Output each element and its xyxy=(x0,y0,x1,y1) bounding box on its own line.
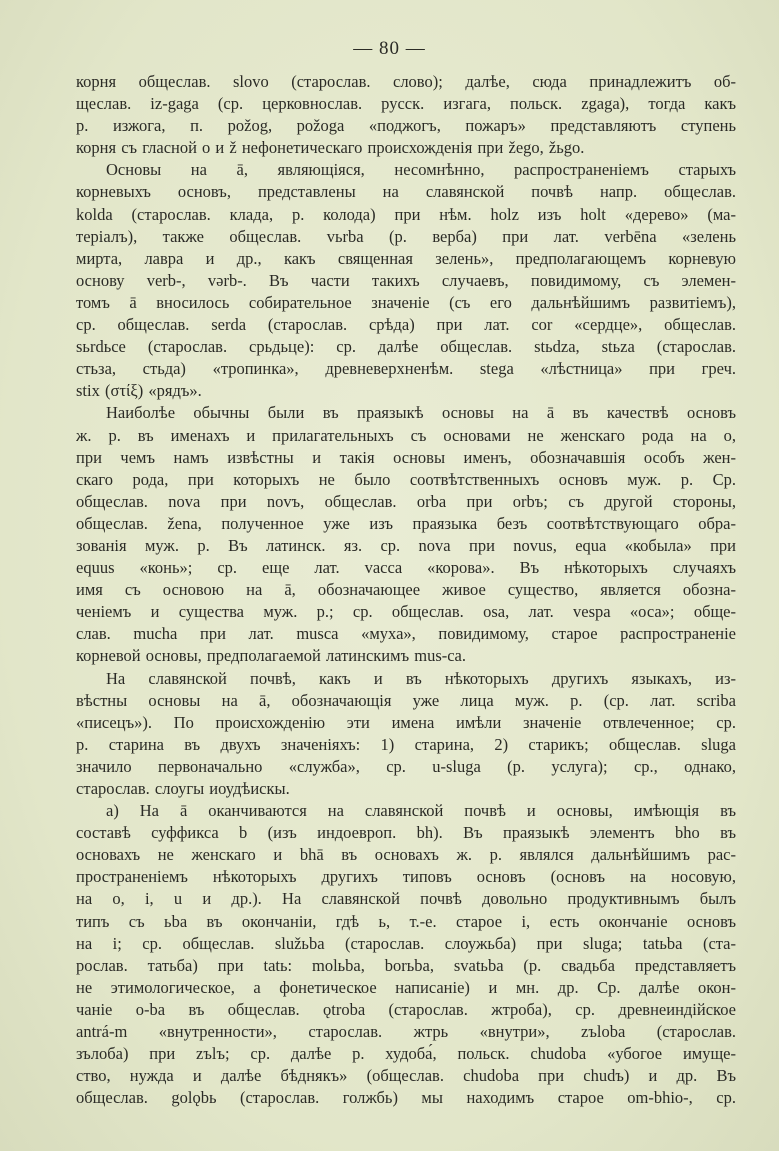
text-line: слав. mucha при лат. musca «муха», повидимому, старое распространеніе xyxy=(76,624,736,644)
text-line: мирта, лавра и др., какъ священная зелень», предполагающемъ корневую xyxy=(76,248,736,268)
text-line: общеслав. golǫbь (старослав. голжбь) мы находимъ старое om-bhio-, ср. xyxy=(76,1088,736,1108)
text-line: на о, i, u и др.). На славянской почвѣ довольно продуктивнымъ былъ xyxy=(76,889,736,909)
text-line: ченіемъ и существа муж. р.; ср. общеслав. osa, лат. vespa «оса»; обще- xyxy=(76,602,736,622)
text-line: чаніе o-ba въ общеслав. ǫtroba (старослав. жтроба), ср. древнеиндійское xyxy=(76,999,736,1019)
body-text xyxy=(76,71,736,1109)
text-line: зованія муж. р. Въ латинск. яз. ср. nova при novus, equa «кобыла» при xyxy=(76,535,736,555)
text-line: а) На ā оканчиваются на славянской почвѣ и основы, имѣющія въ xyxy=(106,801,736,821)
text-line: ство, нужда и далѣе бѣднякъ» (общеслав. chudoba при chudъ) и др. Въ xyxy=(76,1066,736,1086)
text-line: рослав. татьба) при tatь: molьba, borьba, svatьba (р. свадьба представляетъ xyxy=(76,955,736,975)
text-line: корневыхъ основъ, представлены на славянской почвѣ напр. общеслав. xyxy=(76,182,736,202)
text-line: корневой основы, предполагаемой латинскимъ mus-ca. xyxy=(76,646,467,666)
text-line: sьrdьce (старослав. срьдьце): ср. далѣе общеслав. stьdza, stьza (старослав. xyxy=(76,337,736,357)
text-line: пространеніемъ нѣкоторыхъ другихъ типовъ основъ (основъ на носовую, xyxy=(76,867,736,887)
text-line: antrá-m «внутренности», старослав. жтрь «внутри», zъloba (старослав. xyxy=(76,1022,736,1042)
text-line: типъ съ ьba въ окончаніи, гдѣ ь, т.-е. старое i, есть окончаніе основъ xyxy=(76,911,736,931)
text-line: при чемъ намъ извѣстны и такія основы именъ, обозначавшія особъ жен- xyxy=(76,447,736,467)
text-line: стьза, стьда) «тропинка», древневерхненѣм. stega «лѣстница» при греч. xyxy=(76,359,736,379)
text-line: имя съ основою на ā, обозначающее живое существо, является обозна- xyxy=(76,580,736,600)
text-line: составѣ суффикса b (изъ индоевроп. bh). Въ праязыкѣ элементъ bho въ xyxy=(76,823,736,843)
page-number: — 80 — xyxy=(353,38,426,59)
text-line: общеслав. nova при novъ, общеслав. orba при orbъ; съ другой стороны, xyxy=(76,491,736,511)
text-line: томъ ā вносилось собирательное значеніе (съ его дальнѣйшимъ развитіемъ), xyxy=(76,292,736,312)
text-line: скаго рода, при которыхъ не было соотвѣтственныхъ основъ муж. р. Ср. xyxy=(76,469,736,489)
text-line: корня съ гласной о и ž нефонетическаго происхожденія при žego, žьgo. xyxy=(76,138,585,158)
text-line: основу verb-, vərb-. Въ части такихъ случаевъ, повидимому, съ элемен- xyxy=(76,270,736,290)
text-line: вѣстны основы на ā, обозначающія уже лица муж. р. (ср. лат. scriba xyxy=(76,690,736,710)
text-line: р. изжога, п. požog, požoga «поджогъ, пожаръ» представляютъ ступень xyxy=(76,116,736,136)
text-line: основахъ не женскаго и bhā въ основахъ ж. р. являлся дальнѣйшимъ рас- xyxy=(76,845,736,865)
text-line: Наиболѣе обычны были въ праязыкѣ основы на ā въ качествѣ основъ xyxy=(106,403,736,423)
text-line: щеслав. iz-gaga (ср. церковнослав. русск. изгага, польск. zgaga), тогда какъ xyxy=(76,94,736,114)
text-line: На славянской почвѣ, какъ и въ нѣкоторыхъ другихъ языкахъ, из- xyxy=(106,668,736,688)
text-line: р. старина въ двухъ значеніяхъ: 1) старина, 2) старикъ; общеслав. sluga xyxy=(76,734,736,754)
text-line: теріалъ), также общеслав. vьrba (р. верба) при лат. verbēna «зелень xyxy=(76,226,736,246)
text-line: старослав. слоугы иоудѣискы. xyxy=(76,779,290,798)
text-line: ж. р. въ именахъ и прилагательныхъ съ основами не женскаго рода на о, xyxy=(76,425,736,445)
text-line: «писецъ»). По происхожденію эти имена имѣли значеніе отвлеченное; ср. xyxy=(76,712,736,732)
text-line: корня общеслав. slovo (старослав. слово); далѣе, сюда принадлежитъ об- xyxy=(76,72,736,91)
text-line: equus «конь»; ср. еще лат. vacca «корова». Въ нѣкоторыхъ случаяхъ xyxy=(76,558,736,578)
text-line: зълоба) при zъlъ; ср. далѣе р. худоба́, польск. chudoba «убогое имуще- xyxy=(76,1044,736,1064)
text-line: не этимологическое, а фонетическое написаніе) и мн. др. Ср. далѣе окон- xyxy=(76,977,736,997)
text-line: на i; ср. общеслав. služьba (старослав. слоужьба) при sluga; tatьba (ста- xyxy=(76,933,736,953)
text-line: ср. общеслав. serda (старослав. срѣда) при лат. cor «сердце», общеслав. xyxy=(76,315,736,335)
text-line: значило первоначально «служба», ср. u-sluga (р. услуга); ср., однако, xyxy=(76,756,736,776)
text-line: общеслав. žena, полученное уже изъ праязыка безъ соотвѣтствующаго обра- xyxy=(76,513,736,533)
text-line: stix (στίξ) «рядъ». xyxy=(76,381,202,401)
text-line: kolda (старослав. клада, р. колода) при нѣм. holz изъ holt «дерево» (ма- xyxy=(76,204,736,224)
text-line: Основы на ā, являющіяся, несомнѣнно, распространеніемъ старыхъ xyxy=(106,160,736,180)
